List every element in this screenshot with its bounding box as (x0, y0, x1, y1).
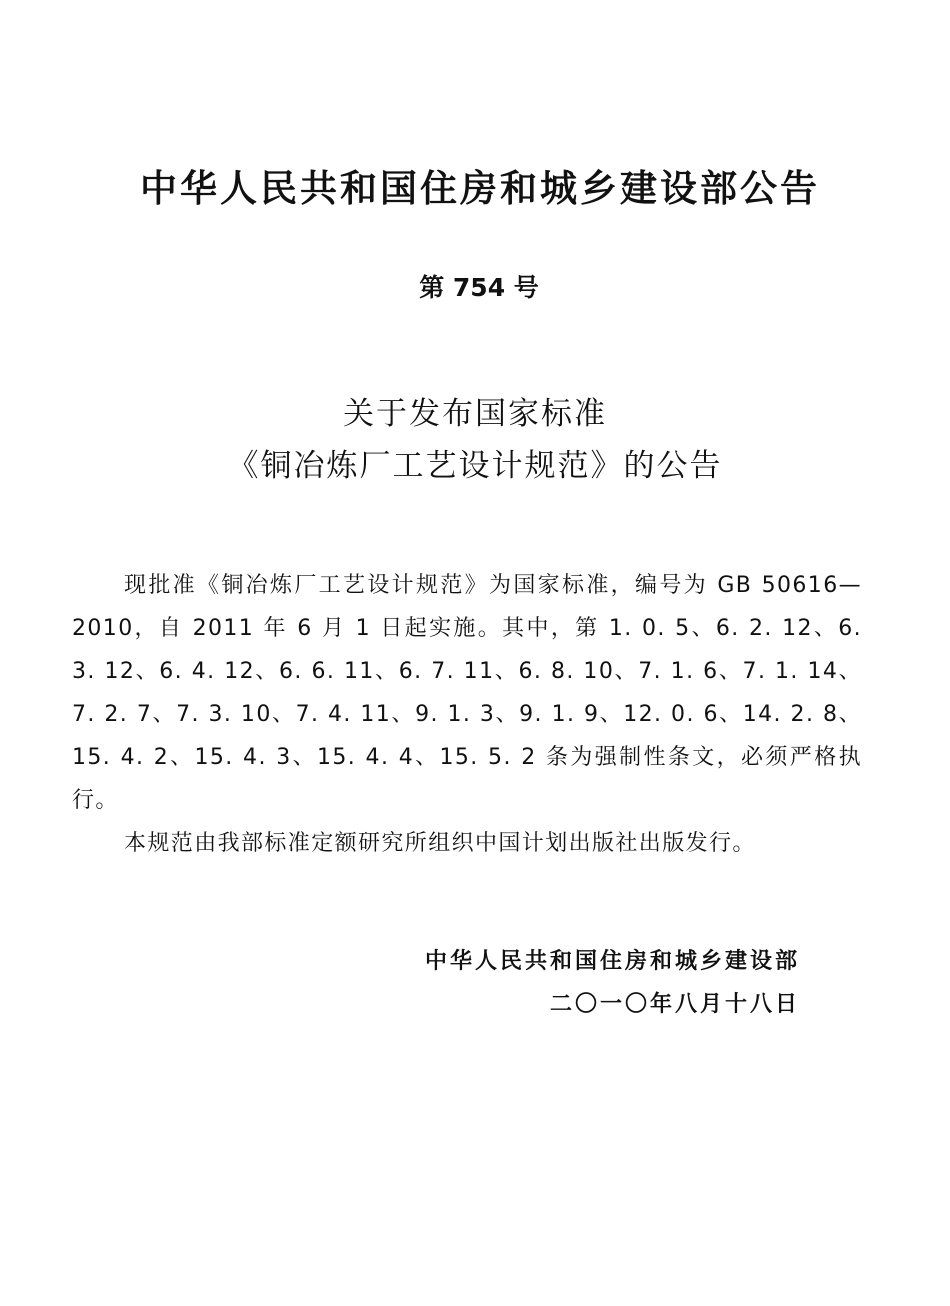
subject-line-1: 关于发布国家标准 (343, 396, 607, 432)
announcement-number: 第 754 号 (419, 273, 539, 302)
subject-line-2: 《铜冶炼厂工艺设计规范》的公告 (227, 448, 723, 484)
issuer-name: 中华人民共和国住房和城乡建设部 (424, 949, 800, 974)
body-paragraph-approval: 现批准《铜冶炼厂工艺设计规范》为国家标准，编号为 GB 50616—2010，自 2011 年 6 月 1 日起实施。其中，第 1. 0. 5、6. 2. 12、6. 3. 12、6. 4. 12、6. 6. 11、6. 7. 11、6. 8. 10、7. 1. 6、7. 1. 14、7. 2. 7、7. 3. 10、7. 4. 11、9. 1. 3、9. 1. 9、12. 0. 6、14. 2. 8、15. 4. 2、15. 4. 3、15. 4. 4、15. 5. 2 条为强制性条文，必须严格执行。 (72, 573, 862, 813)
body-paragraph-publication: 本规范由我部标准定额研究所组织中国计划出版社出版发行。 (124, 831, 756, 856)
announcement-subject (0, 388, 950, 492)
issue-date: 二〇一〇年八月十八日 (549, 992, 800, 1017)
announcement-title: 中华人民共和国住房和城乡建设部公告 (140, 167, 820, 210)
announcement-body (72, 564, 862, 865)
signature-block (425, 940, 800, 1026)
